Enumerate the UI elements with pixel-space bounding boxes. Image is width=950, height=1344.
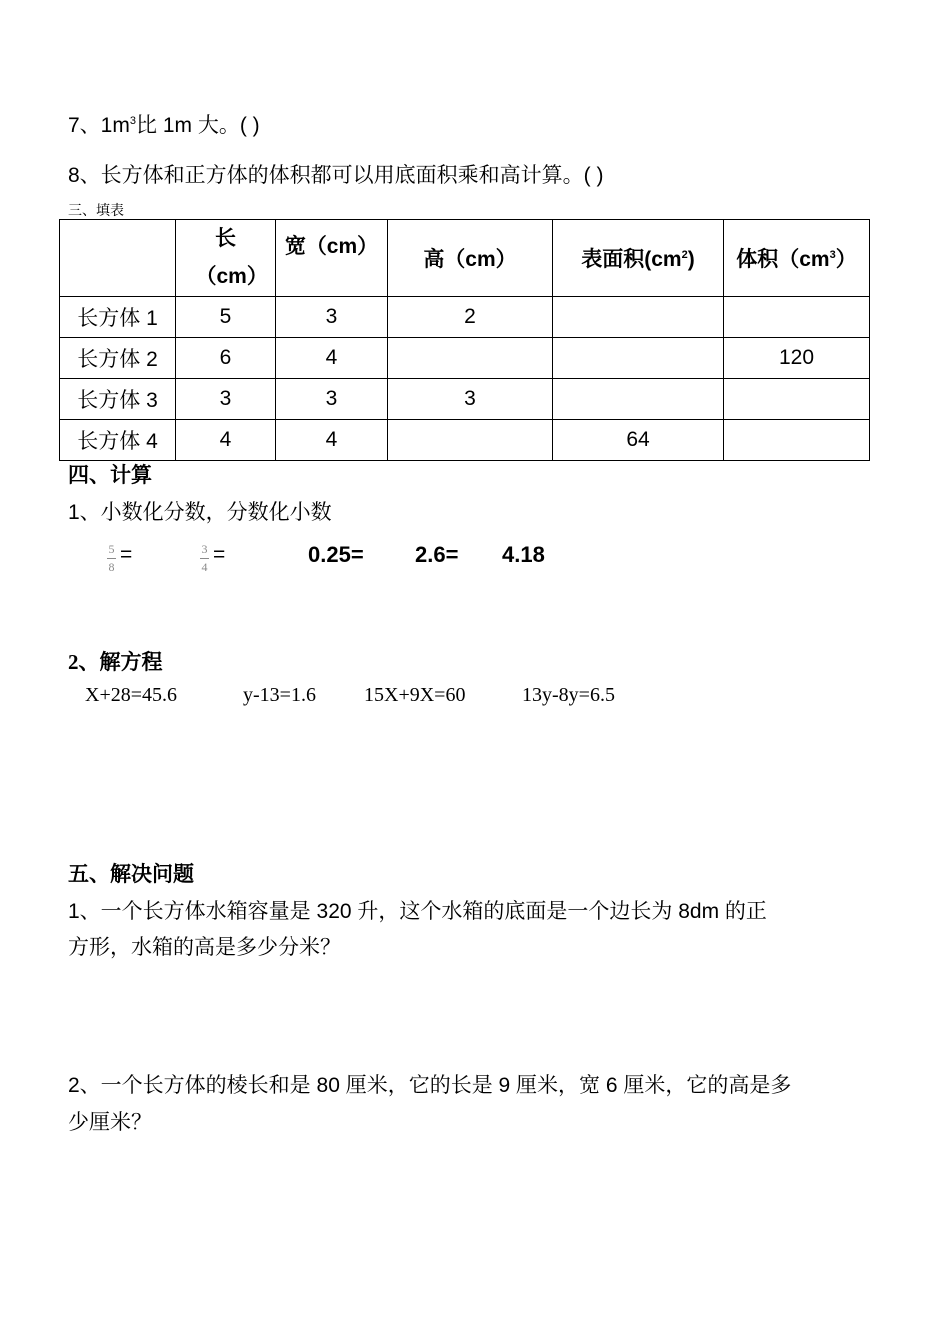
- equation-3: 15X+9X=60: [364, 684, 466, 706]
- equation-1: X+28=45.6: [85, 684, 178, 706]
- question-8: 8、长方体和正方体的体积都可以用底面积乘和高计算。( ): [68, 164, 604, 187]
- equals-sign: =: [213, 543, 226, 566]
- cell-width: 3: [276, 297, 388, 338]
- cubic-superscript: 3: [129, 115, 136, 127]
- header-surface-area: 表面积$(cm^2)$: [553, 220, 724, 297]
- cell-height[interactable]: 3: [388, 379, 553, 420]
- cell-volume[interactable]: [724, 379, 870, 420]
- cell-length: 4: [176, 420, 276, 461]
- fraction-bar: [200, 558, 209, 559]
- cell-height[interactable]: [388, 420, 553, 461]
- section-4-title: 四、计算: [68, 464, 152, 487]
- fraction-numerator: 3: [201, 542, 208, 556]
- table-row: [60, 297, 870, 338]
- table-row: [60, 420, 870, 461]
- section-5-title: 五、解决问题: [68, 863, 194, 886]
- cell-height[interactable]: [388, 338, 553, 379]
- problem-2-line-1: 2、一个长方体的棱长和是 80 厘米，它的长是 9 厘米，宽 6 厘米，它的高是多: [68, 1074, 792, 1097]
- table-row: [60, 338, 870, 379]
- equation-4: 13y-8y=6.5: [522, 684, 615, 706]
- fraction-bar: [107, 558, 116, 559]
- cell-length: 6: [176, 338, 276, 379]
- row-name: 长方体 3: [60, 379, 176, 420]
- header-length: 长（cm）: [176, 220, 276, 297]
- fraction-numerator: 5: [108, 542, 115, 556]
- cell-length: 5: [176, 297, 276, 338]
- cell-width: 3: [276, 379, 388, 420]
- calc-part-2-title: 2、解方程: [68, 650, 163, 674]
- cell-volume[interactable]: 120: [724, 338, 870, 379]
- cell-surface-area[interactable]: [553, 379, 724, 420]
- cell-length: 3: [176, 379, 276, 420]
- cell-surface-area[interactable]: [553, 338, 724, 379]
- fraction-5-8: [107, 542, 116, 575]
- calc-part-1-title: 1、小数化分数，分数化小数: [68, 501, 332, 524]
- cell-volume[interactable]: [724, 297, 870, 338]
- question-7-suffix: 比 1m 大。( ): [135, 114, 260, 137]
- problem-2-line-2: 少厘米？: [68, 1111, 152, 1134]
- table-row: [60, 379, 870, 420]
- equation-2: y-13=1.6: [243, 684, 316, 706]
- problem-1-line-1: 1、一个长方体水箱容量是 320 升，这个水箱的底面是一个边长为 8dm 的正: [68, 900, 767, 923]
- header-blank: [60, 220, 176, 297]
- cell-surface-area[interactable]: [553, 297, 724, 338]
- question-7-text: 7、1m: [68, 114, 130, 137]
- equals-sign: =: [120, 543, 133, 566]
- cell-volume[interactable]: [724, 420, 870, 461]
- cell-width: 4: [276, 420, 388, 461]
- decimal-4-18: 4.18: [502, 542, 545, 567]
- header-volume: 体积$(cm^3)$: [724, 220, 870, 297]
- row-name: 长方体 1: [60, 297, 176, 338]
- table-header-row: [60, 220, 870, 297]
- header-width: 宽（cm）: [276, 220, 388, 297]
- fraction-3-4: [200, 542, 209, 575]
- fraction-denominator: 4: [201, 560, 208, 574]
- fraction-denominator: 8: [108, 560, 115, 574]
- problem-1-line-2: 方形，水箱的高是多少分米？: [68, 936, 341, 959]
- cell-height[interactable]: 2: [388, 297, 553, 338]
- decimal-2-6: 2.6=: [415, 542, 459, 567]
- decimal-0-25: 0.25=: [308, 542, 364, 567]
- cell-surface-area[interactable]: 64: [553, 420, 724, 461]
- header-height: 高（cm）: [388, 220, 553, 297]
- section-3-title: 三、填表: [68, 202, 124, 218]
- row-name: 长方体 4: [60, 420, 176, 461]
- question-7: [68, 109, 260, 139]
- row-name: 长方体 2: [60, 338, 176, 379]
- cell-width: 4: [276, 338, 388, 379]
- fill-in-table: [59, 219, 870, 461]
